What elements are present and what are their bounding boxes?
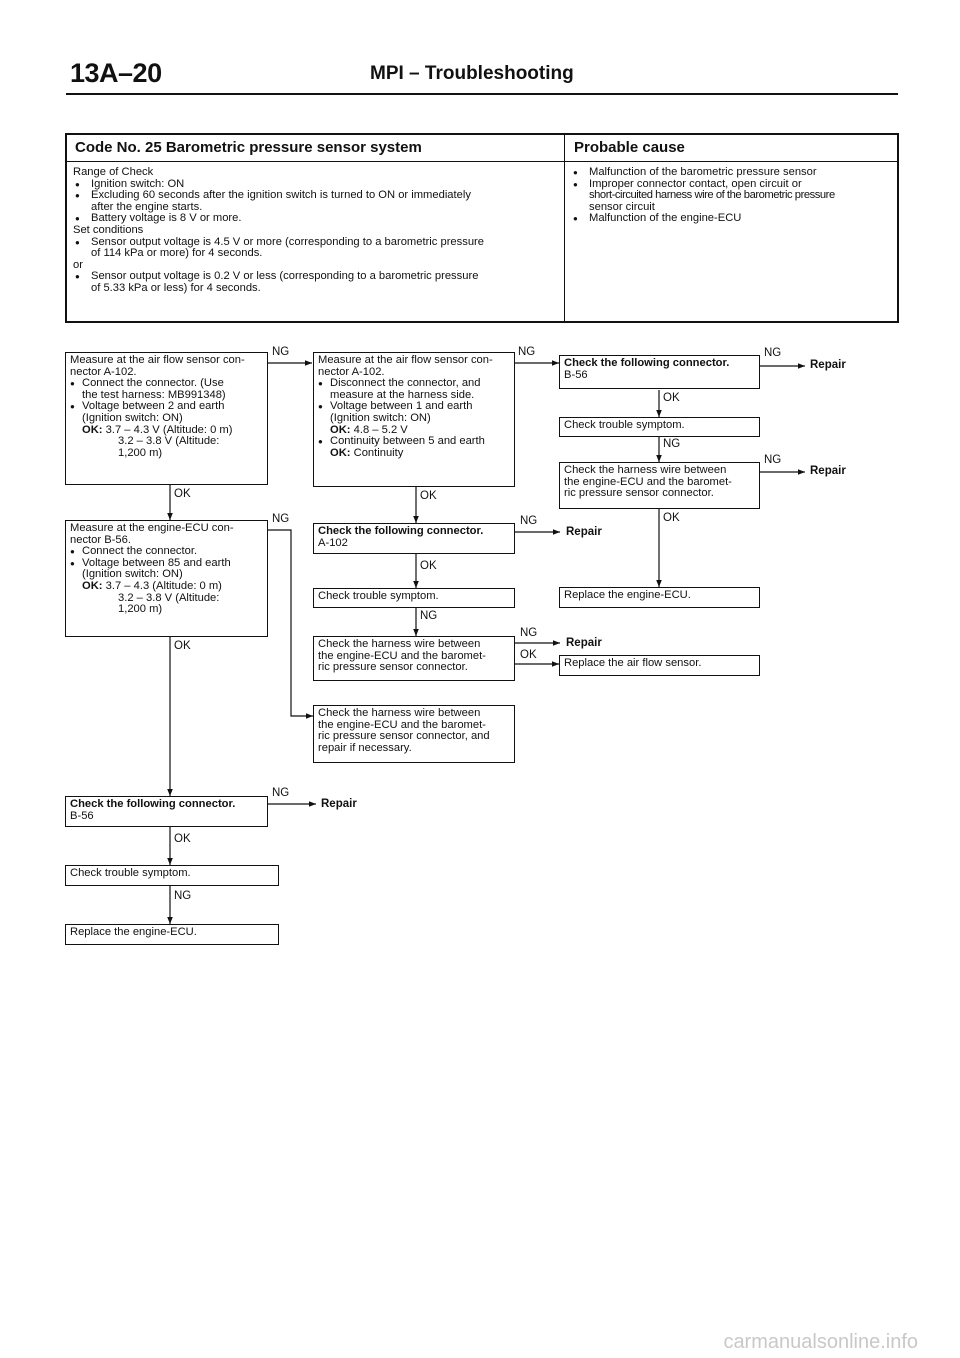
check-trouble-symptom-box xyxy=(313,588,515,608)
range-item: ● Ignition switch: ON xyxy=(73,179,557,191)
box-bullet: ● Disconnect the connector, and xyxy=(318,378,510,390)
ok-label: OK xyxy=(663,392,680,404)
box-bullet: ● Connect the connector. xyxy=(70,546,263,558)
ng-label: NG xyxy=(420,610,438,622)
check-harness-wire-box xyxy=(559,462,760,509)
box-bullet: ● Connect the connector. (Use xyxy=(70,378,263,390)
ok-value: 1,200 m) xyxy=(118,603,163,616)
box-text: the engine-ECU and the baromet- xyxy=(564,475,732,488)
measure-afs-connector-box xyxy=(65,352,268,485)
ok-label: OK: xyxy=(82,579,103,592)
ok-label: OK: xyxy=(330,446,351,459)
box-text: the test harness: MB991348) xyxy=(82,388,226,401)
box-bold-text: Check the following connector. xyxy=(564,357,730,369)
box-text: Check trouble symptom. xyxy=(70,867,191,879)
box-text: the engine-ECU and the baromet- xyxy=(318,649,486,662)
set-condition-continuation: of 114 kPa or more) for 4 seconds. xyxy=(91,247,263,260)
set-condition-item: ● Sensor output voltage is 0.2 V or less (corresponding to a barometric pressure xyxy=(73,271,557,283)
box-text: (Ignition switch: ON) xyxy=(82,411,183,424)
box-text: (Ignition switch: ON) xyxy=(330,411,431,424)
box-text: repair if necessary. xyxy=(318,741,412,754)
ok-label: OK: xyxy=(82,423,103,436)
check-harness-wire-box xyxy=(313,636,515,681)
box-bullet: ● Continuity between 5 and earth xyxy=(318,436,510,448)
ok-label: OK xyxy=(174,833,191,845)
set-condition-continuation: of 5.33 kPa or less) for 4 seconds. xyxy=(91,281,261,294)
box-text: Check trouble symptom. xyxy=(564,419,685,431)
ng-label: NG xyxy=(663,438,681,450)
ng-label: NG xyxy=(272,346,290,358)
box-text: B-56 xyxy=(564,368,588,381)
page-number: 13A–20 xyxy=(70,58,162,88)
box-text: Replace the air flow sensor. xyxy=(564,657,702,669)
box-bold-text: Check the following connector. xyxy=(70,798,236,810)
measure-ecu-connector-box xyxy=(65,520,268,637)
measure-afs-harness-box xyxy=(313,352,515,487)
box-bullet: ● Voltage between 2 and earth xyxy=(70,401,263,413)
code-title: Code No. 25 Barometric pressure sensor system xyxy=(75,139,422,156)
range-item: ● Battery voltage is 8 V or more. xyxy=(73,213,557,225)
ok-label: OK xyxy=(174,640,191,652)
ng-label: NG xyxy=(764,347,782,359)
repair-label: Repair xyxy=(566,637,602,649)
box-text: Replace the engine-ECU. xyxy=(564,589,691,601)
ng-label: NG xyxy=(174,890,192,902)
ok-value: 3.2 – 3.8 V (Altitude: xyxy=(118,591,220,604)
repair-label: Repair xyxy=(810,465,846,477)
replace-air-flow-sensor-box xyxy=(559,655,760,676)
repair-label: Repair xyxy=(810,359,846,371)
box-text: ric pressure sensor connector. xyxy=(564,487,714,500)
box-text: nector A-102. xyxy=(318,365,385,378)
box-text: Check the harness wire between xyxy=(318,707,481,719)
box-text: Check the harness wire between xyxy=(318,638,481,650)
ok-value: 3.7 – 4.3 (Altitude: 0 m) xyxy=(105,579,222,592)
box-text: (Ignition switch: ON) xyxy=(82,568,183,581)
ok-label: OK xyxy=(420,490,437,502)
ng-label: NG xyxy=(272,787,290,799)
replace-engine-ecu-box xyxy=(559,587,760,608)
cause-item-continuation: short-circuited harness wire of the barometric pressure xyxy=(589,189,835,202)
check-harness-and-repair-box xyxy=(313,705,515,763)
ok-label: OK: xyxy=(330,423,351,436)
cause-item: ● Malfunction of the engine-ECU xyxy=(571,213,891,225)
box-text: A-102 xyxy=(318,536,348,549)
ok-label: OK xyxy=(520,649,537,661)
cause-item: ● Improper connector contact, open circuit or xyxy=(571,179,891,191)
box-text: Check the harness wire between xyxy=(564,464,727,476)
box-bullet: ● Voltage between 85 and earth xyxy=(70,558,263,570)
box-bullet: ● Voltage between 1 and earth xyxy=(318,401,510,413)
repair-label: Repair xyxy=(566,526,602,538)
check-connector-b56-box xyxy=(559,355,760,389)
repair-label: Repair xyxy=(321,798,357,810)
ok-value: 3.2 – 3.8 V (Altitude: xyxy=(118,435,220,448)
check-trouble-symptom-box xyxy=(559,417,760,437)
check-connector-b56-box xyxy=(65,796,268,827)
probable-cause-heading: Probable cause xyxy=(574,139,685,156)
ng-label: NG xyxy=(272,513,290,525)
range-heading: Range of Check xyxy=(73,166,154,178)
watermark: carmanualsonline.info xyxy=(723,1331,918,1353)
ok-value: 3.7 – 4.3 V (Altitude: 0 m) xyxy=(105,423,233,436)
box-bold-text: Check the following connector. xyxy=(318,525,484,537)
set-condition-item: ● Sensor output voltage is 4.5 V or more (corresponding to a barometric pressure xyxy=(73,237,557,249)
ok-label: OK xyxy=(663,512,680,524)
box-text: measure at the harness side. xyxy=(330,388,475,401)
replace-engine-ecu-box xyxy=(65,924,279,945)
cause-item: ● Malfunction of the barometric pressure sensor xyxy=(571,167,891,179)
box-text: nector B-56. xyxy=(70,533,131,546)
or-text: or xyxy=(73,258,83,271)
ok-value: Continuity xyxy=(353,446,404,459)
box-text: the engine-ECU and the baromet- xyxy=(318,718,486,731)
range-item-continuation: after the engine starts. xyxy=(91,200,203,213)
box-text: Check trouble symptom. xyxy=(318,590,439,602)
box-text: B-56 xyxy=(70,809,94,822)
page-title: MPI – Troubleshooting xyxy=(370,63,574,84)
box-text: Measure at the air flow sensor con- xyxy=(70,354,245,366)
ng-label: NG xyxy=(518,346,536,358)
set-conditions-heading: Set conditions xyxy=(73,223,144,236)
cause-item-continuation: sensor circuit xyxy=(589,200,655,213)
box-text: Measure at the air flow sensor con- xyxy=(318,354,493,366)
box-text: ric pressure sensor connector, and xyxy=(318,730,490,743)
box-text: nector A-102. xyxy=(70,365,137,378)
ok-value: 1,200 m) xyxy=(118,446,163,459)
ok-label: OK xyxy=(174,488,191,500)
range-item: ● Excluding 60 seconds after the ignition switch is turned to ON or immediately xyxy=(73,190,557,202)
check-connector-a102-box xyxy=(313,523,515,554)
box-text: ric pressure sensor connector. xyxy=(318,661,468,674)
ng-label: NG xyxy=(520,515,538,527)
ok-label: OK xyxy=(420,560,437,572)
box-text: Measure at the engine-ECU con- xyxy=(70,522,234,534)
box-text: Replace the engine-ECU. xyxy=(70,926,197,938)
check-trouble-symptom-box xyxy=(65,865,279,886)
ng-label: NG xyxy=(764,454,782,466)
ng-label: NG xyxy=(520,627,538,639)
ok-value: 4.8 – 5.2 V xyxy=(353,423,408,436)
arrow-box2-to-box7 xyxy=(267,530,313,716)
